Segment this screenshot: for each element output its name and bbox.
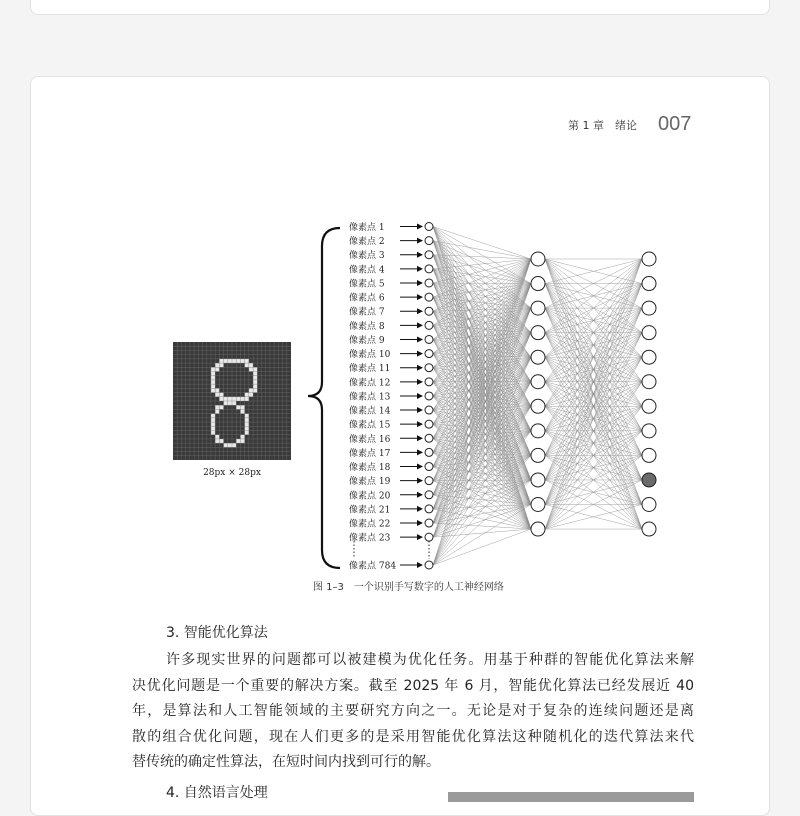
arrow-head [417, 520, 423, 526]
pixel-label: 像素点 18 [349, 461, 391, 473]
input-node [425, 364, 433, 372]
pixel-label: 像素点 10 [349, 348, 391, 360]
input-node [425, 307, 433, 315]
hidden-node [531, 399, 545, 413]
output-node [642, 375, 656, 389]
hidden-node [531, 498, 545, 512]
arrow-head [417, 407, 423, 413]
pixel-label: 像素点 21 [349, 503, 390, 515]
arrow-head [417, 534, 423, 540]
arrow-head [417, 238, 423, 244]
input-node [425, 321, 433, 329]
input-node [425, 505, 433, 513]
arrow-head [417, 506, 423, 512]
output-node [642, 301, 656, 315]
output-node [642, 350, 656, 364]
connection-line [433, 529, 531, 565]
arrow-head [417, 336, 423, 342]
output-node [642, 277, 656, 291]
input-node [425, 420, 433, 428]
pixel-label: 像素点 7 [349, 306, 385, 318]
connection-line [433, 480, 531, 481]
output-node [642, 399, 656, 413]
output-node [642, 522, 656, 536]
input-node [425, 434, 433, 442]
connection-line [433, 227, 531, 260]
paragraph-line: 替传统的确定性算法，在短时间内找到可行的解。 [132, 750, 694, 776]
hidden-node [531, 448, 545, 462]
hidden-node [531, 301, 545, 315]
input-node [425, 463, 433, 471]
pixel-label: 像素点 20 [349, 489, 391, 501]
pixel-label: 像素点 8 [349, 320, 385, 332]
arrow-head [417, 478, 423, 484]
arrow-head [417, 224, 423, 230]
pixel-label: 像素点 23 [349, 532, 391, 544]
arrow-head [417, 393, 423, 399]
output-node [642, 448, 656, 462]
arrow-head [417, 379, 423, 385]
arrow-head [417, 449, 423, 455]
input-node [425, 406, 433, 414]
paragraph-line: 年，是算法和人工智能领域的主要研究方向之一。无论是对于复杂的连续问题还是离 [132, 699, 694, 725]
hidden-node [531, 252, 545, 266]
paragraph-line: 许多现实世界的问题都可以被建模为优化任务。用基于种群的智能优化算法来解 [132, 648, 694, 674]
arrow-head [417, 280, 423, 286]
section-3-title: 3. 智能优化算法 [166, 622, 268, 642]
pixel-label: 像素点 16 [349, 433, 391, 445]
pixel-label: 像素点 15 [349, 419, 391, 431]
paragraph-line: 散的组合优化问题，现在人们更多的是采用智能优化算法这种随机化的迭代算法来代 [132, 725, 694, 751]
hidden-node [531, 277, 545, 291]
output-node [642, 424, 656, 438]
pixel-label: 像素点 6 [349, 292, 385, 304]
arrow-head [417, 351, 423, 357]
arrow-head [417, 365, 423, 371]
section-4-title: 4. 自然语言处理 [166, 782, 268, 802]
connection-line [433, 227, 531, 284]
active-output-node [642, 473, 656, 487]
arrow-head [417, 435, 423, 441]
hidden-node [531, 424, 545, 438]
hidden-node [531, 522, 545, 536]
connection-line [433, 382, 531, 529]
output-node [642, 252, 656, 266]
output-node [642, 326, 656, 340]
pixel-label: 像素点 2 [349, 235, 385, 247]
page-number: 007 [658, 113, 691, 136]
chapter-title: 第 1 章 绪论 [568, 117, 637, 133]
arrow-head [417, 294, 423, 300]
arrow-head [417, 322, 423, 328]
curly-brace [308, 228, 340, 568]
input-node [425, 251, 433, 259]
pixel-label: 像素点 3 [349, 249, 385, 261]
input-node [425, 491, 433, 499]
pixel-label: 像素点 14 [349, 405, 391, 417]
figure-placeholder [448, 792, 694, 802]
input-node [425, 335, 433, 343]
hidden-node [531, 350, 545, 364]
arrow-head [417, 421, 423, 427]
input-node [425, 519, 433, 527]
section-3-paragraph [132, 648, 694, 776]
pixel-label: 像素点 17 [349, 447, 391, 459]
arrow-head [417, 492, 423, 498]
input-node [425, 223, 433, 231]
pixel-label: 像素点 13 [349, 390, 391, 402]
input-node [425, 378, 433, 386]
input-node [425, 293, 433, 301]
arrow-head [417, 252, 423, 258]
input-node [425, 265, 433, 273]
hidden-node [531, 375, 545, 389]
figure-caption: 图 1–3 一个识别手写数字的人工神经网络 [313, 578, 504, 593]
input-node [425, 350, 433, 358]
input-node [425, 237, 433, 245]
pixel-label: 像素点 784 [349, 560, 396, 572]
pixel-label: 像素点 12 [349, 376, 390, 388]
connection-line [433, 480, 531, 537]
pixel-label: 像素点 11 [349, 362, 390, 374]
input-node [425, 477, 433, 485]
image-size-caption: 28px × 28px [173, 468, 291, 478]
pixel-label: 像素点 9 [349, 334, 385, 346]
pixel-label: 像素点 5 [349, 277, 385, 289]
pixel-label: 像素点 1 [349, 221, 385, 233]
arrow-head [417, 266, 423, 272]
hidden-node [531, 326, 545, 340]
arrow-head [417, 464, 423, 470]
input-node [425, 448, 433, 456]
arrow-head [417, 562, 423, 568]
hidden-node [531, 473, 545, 487]
input-node [425, 392, 433, 400]
pixel-label: 像素点 19 [349, 475, 391, 487]
output-node [642, 498, 656, 512]
input-node [425, 279, 433, 287]
pixel-label: 像素点 22 [349, 518, 390, 530]
input-node [425, 533, 433, 541]
input-node [425, 561, 433, 569]
pixel-label: 像素点 4 [349, 263, 385, 275]
paragraph-line: 决优化问题是一个重要的解决方案。截至 2025 年 6 月，智能优化算法已经发展近 40 [132, 674, 694, 700]
arrow-head [417, 308, 423, 314]
